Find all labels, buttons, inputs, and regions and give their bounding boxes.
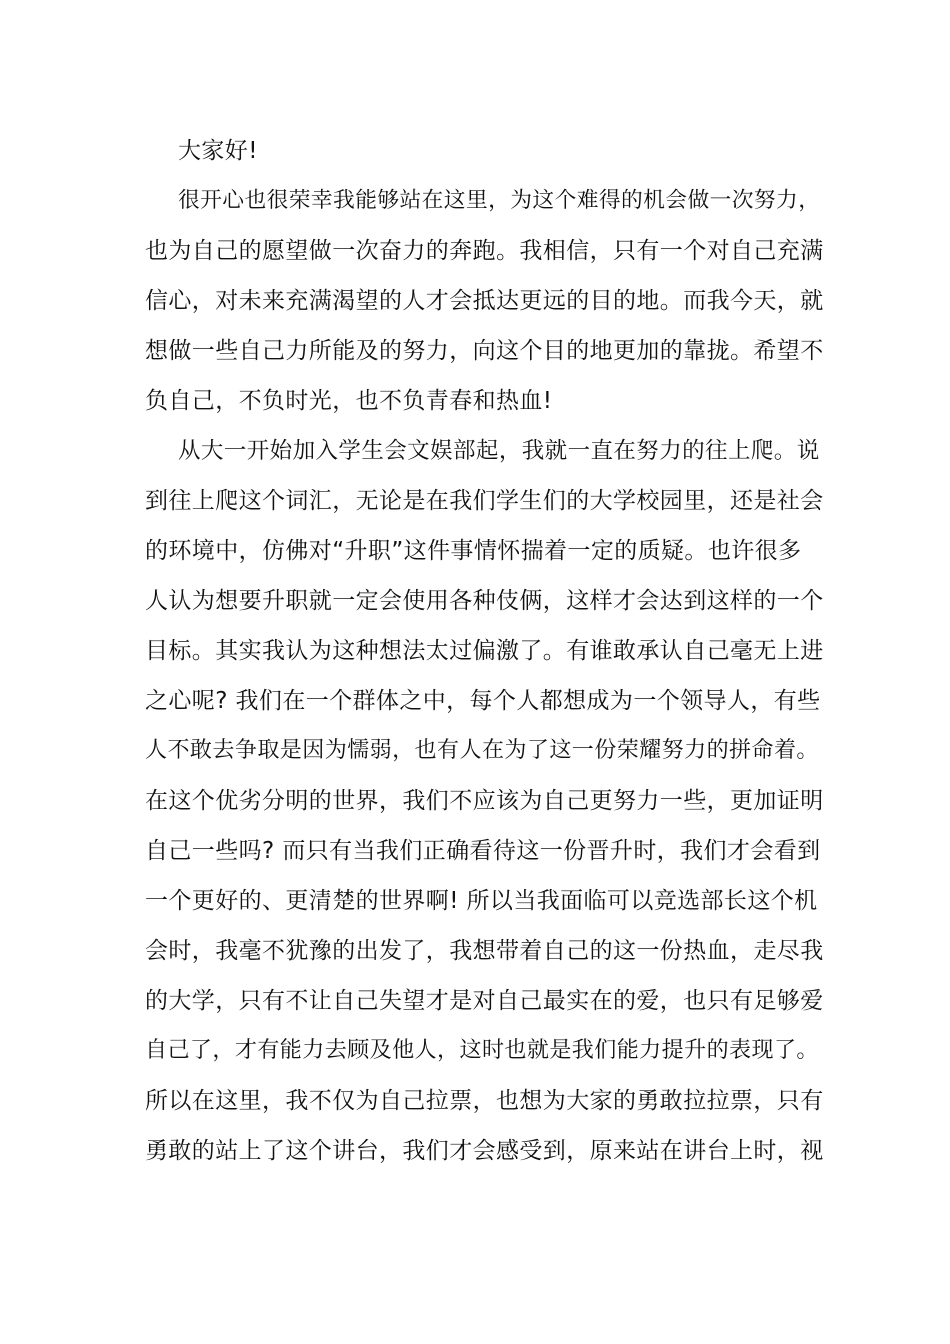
text-line: 到往上爬这个词汇，无论是在我们学生们的大学校园里，还是社会	[145, 488, 824, 514]
text-line: 想做一些自己力所能及的努力，向这个目的地更加的靠拢。希望不	[145, 338, 824, 364]
text-line: 人不敢去争取是因为懦弱，也有人在为了这一份荣耀努力的拼命着。	[145, 738, 819, 763]
text-line: 自己一些吗? 而只有当我们正确看待这一份晋升时，我们才会看到	[145, 838, 821, 864]
text-line: 的环境中，仿佛对“升职”这件事情怀揣着一定的质疑。也许很多	[145, 538, 802, 564]
text-line: 所以在这里，我不仅为自己拉票，也想为大家的勇敢拉拉票，只有	[145, 1088, 824, 1114]
text-line: 人认为想要升职就一定会使用各种伎俩，这样才会达到这样的一个	[145, 588, 824, 614]
text-line: 会时，我毫不犹豫的出发了，我想带着自己的这一份热血，走尽我	[145, 938, 824, 964]
text-line: 也为自己的愿望做一次奋力的奔跑。我相信，只有一个对自己充满	[145, 238, 824, 264]
text-line: 自己了，才有能力去顾及他人，这时也就是我们能力提升的表现了。	[145, 1038, 819, 1063]
text-line: 在这个优劣分明的世界，我们不应该为自己更努力一些，更加证明	[145, 788, 824, 814]
text-line: 的大学，只有不让自己失望才是对自己最实在的爱，也只有足够爱	[145, 988, 824, 1014]
text-line: 目标。其实我认为这种想法太过偏激了。有谁敢承认自己毫无上进	[145, 638, 824, 664]
text-line: 大家好!	[178, 138, 258, 164]
text-line: 一个更好的、更清楚的世界啊! 所以当我面临可以竞选部长这个机	[145, 888, 818, 914]
text-line: 负自己，不负时光，也不负青春和热血!	[145, 388, 553, 414]
text-line: 勇敢的站上了这个讲台，我们才会感受到，原来站在讲台上时，视	[145, 1138, 824, 1164]
text-line: 之心呢? 我们在一个群体之中，每个人都想成为一个领导人，有些	[145, 688, 821, 714]
speech-text	[145, 126, 825, 1176]
text-line: 从大一开始加入学生会文娱部起，我就一直在努力的往上爬。说	[178, 438, 820, 464]
text-line: 信心，对未来充满渴望的人才会抵达更远的目的地。而我今天，就	[145, 288, 824, 314]
text-line: 很开心也很荣幸我能够站在这里，为这个难得的机会做一次努力，	[178, 188, 821, 213]
